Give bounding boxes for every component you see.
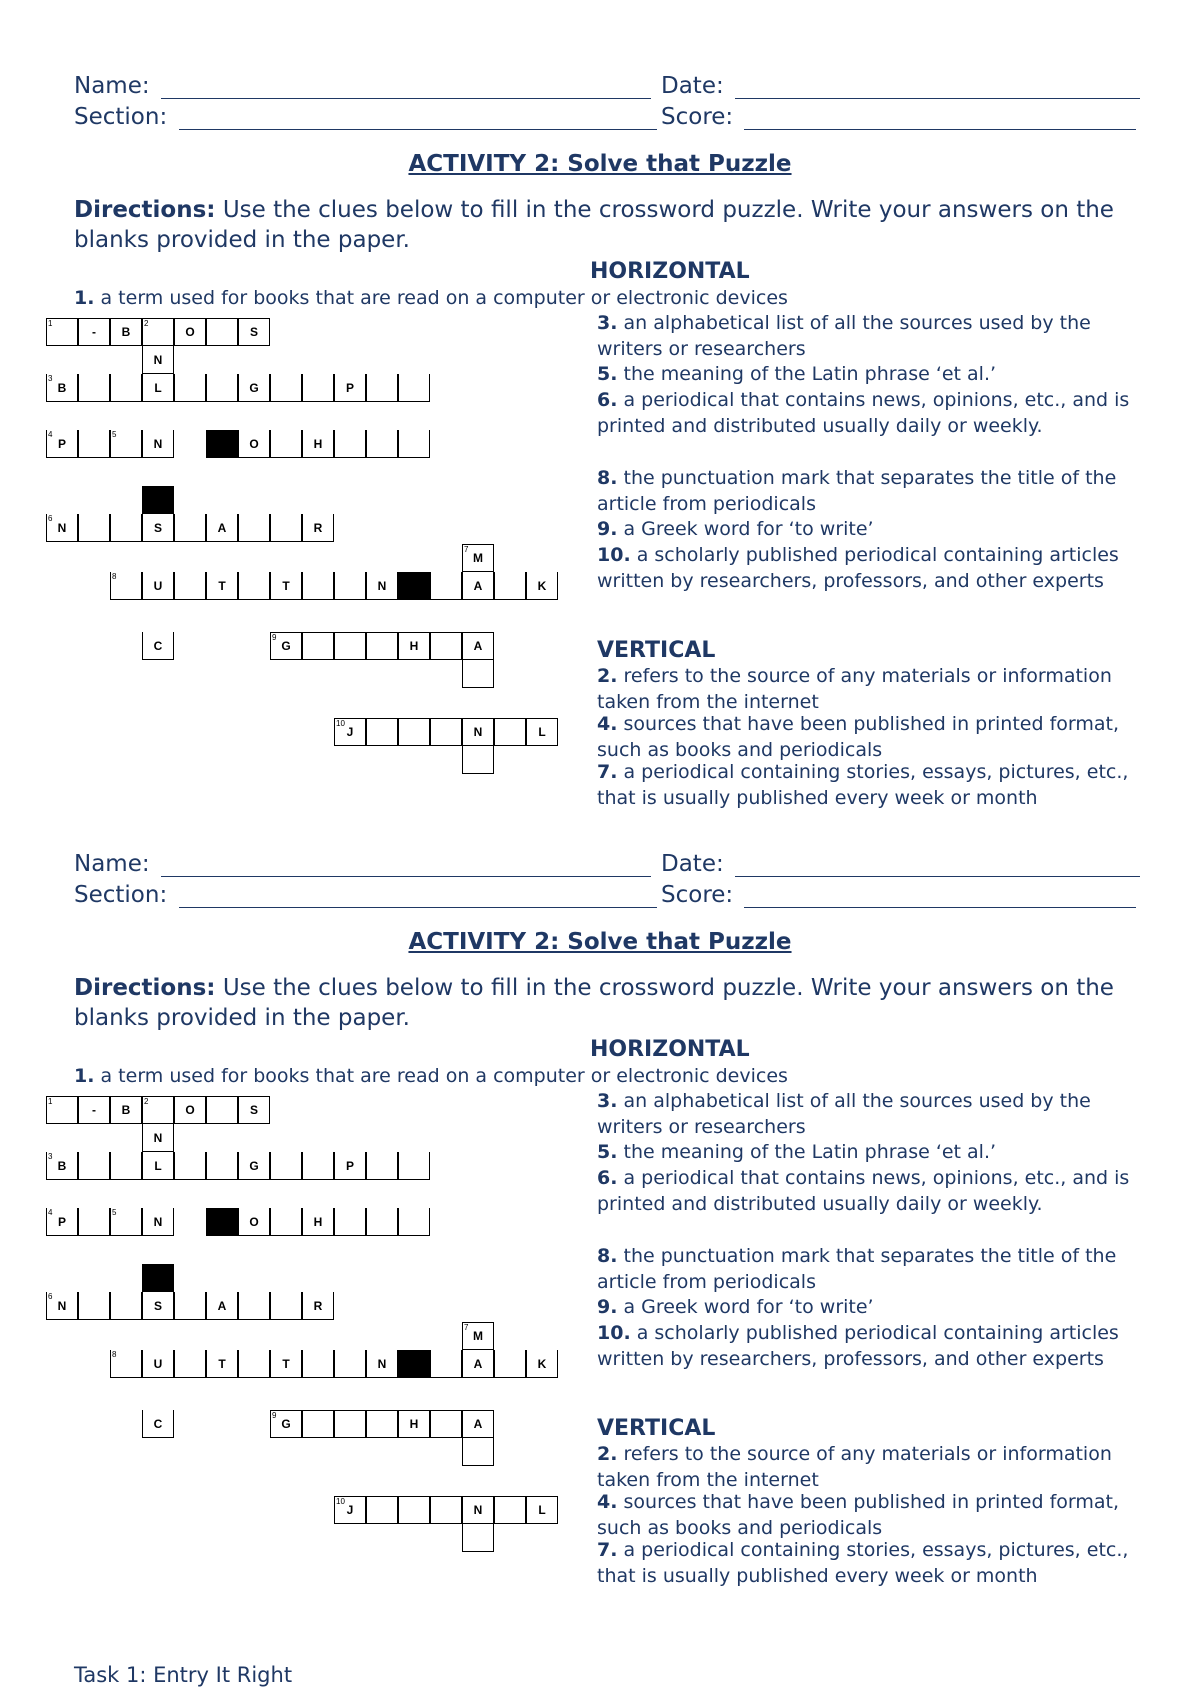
crossword-black-cell <box>206 430 238 458</box>
crossword-cell <box>46 1292 78 1320</box>
crossword-cell <box>110 514 142 542</box>
crossword-number: 2 <box>144 319 149 328</box>
crossword-letter: L <box>154 380 162 395</box>
crossword-letter: R <box>313 520 323 535</box>
crossword-cell <box>270 632 302 660</box>
activity-title: ACTIVITY 2: Solve that Puzzle <box>408 929 792 955</box>
crossword-number: 2 <box>144 1097 149 1106</box>
crossword-cell <box>142 430 174 458</box>
crossword-grid <box>0 778 580 1578</box>
crossword-letter: A <box>473 639 483 653</box>
score-blank <box>744 129 1136 130</box>
crossword-cell <box>302 1350 334 1378</box>
crossword-cell <box>462 1438 494 1466</box>
crossword-cell <box>366 1208 398 1236</box>
crossword-number: 6 <box>48 1292 53 1301</box>
crossword-cell <box>78 374 110 402</box>
directions: Directions: Use the clues below to fill in the crossword puzzle. Write your answers on the blanks provided in the paper. <box>74 197 1114 253</box>
crossword-letter: P <box>345 380 354 395</box>
crossword-grid <box>0 0 580 800</box>
crossword-letter: B <box>57 1158 67 1173</box>
crossword-cell <box>142 1410 174 1438</box>
crossword-cell <box>110 374 142 402</box>
crossword-cell <box>462 660 494 688</box>
crossword-cell <box>46 514 78 542</box>
crossword-letter: U <box>153 578 163 593</box>
crossword-letter: T <box>218 578 226 593</box>
crossword-cell <box>334 1152 366 1180</box>
score-blank <box>744 907 1136 908</box>
crossword-cell <box>110 1096 142 1124</box>
crossword-cell <box>142 1152 174 1180</box>
crossword-cell <box>174 1292 206 1320</box>
crossword-letter: G <box>249 1158 259 1173</box>
crossword-cell <box>430 718 462 746</box>
crossword-cell <box>238 1096 270 1124</box>
clue-h1: 1. a term used for books that are read on a computer or electronic devices <box>74 287 788 309</box>
crossword-cell <box>110 1152 142 1180</box>
crossword-cell <box>270 374 302 402</box>
crossword-black-cell <box>206 1208 238 1236</box>
crossword-letter: J <box>346 1503 354 1517</box>
crossword-cell <box>430 1410 462 1438</box>
crossword-cell <box>366 1410 398 1438</box>
crossword-letter: O <box>185 325 195 339</box>
crossword-letter: O <box>249 436 259 451</box>
crossword-cell <box>302 1152 334 1180</box>
crossword-cell <box>110 1292 142 1320</box>
crossword-letter: R <box>313 1298 323 1313</box>
crossword-cell <box>302 430 334 458</box>
crossword-cell <box>206 318 238 346</box>
clue-h5: 5. the meaning of the Latin phrase ‘et al.’ <box>597 363 997 385</box>
crossword-cell <box>526 1350 558 1378</box>
crossword-cell <box>110 1208 142 1236</box>
clue-h6: 6. a periodical that contains news, opinions, etc., and is printed and distributed usually daily or weekly. <box>597 1167 1130 1215</box>
horizontal-heading: HORIZONTAL <box>590 259 750 284</box>
crossword-cell <box>238 430 270 458</box>
crossword-letter: N <box>153 1130 163 1145</box>
crossword-letter: T <box>218 1356 226 1371</box>
worksheet-block-2 <box>0 778 1200 1587</box>
crossword-letter: A <box>473 1356 483 1371</box>
crossword-black-cell <box>142 1264 174 1292</box>
crossword-cell <box>366 718 398 746</box>
crossword-number: 10 <box>336 719 345 728</box>
crossword-number: 9 <box>272 1411 277 1420</box>
crossword-cell <box>238 1350 270 1378</box>
crossword-number: 6 <box>48 514 53 523</box>
crossword-cell <box>366 374 398 402</box>
crossword-cell <box>270 1152 302 1180</box>
crossword-number: 8 <box>112 1350 117 1359</box>
crossword-letter: L <box>538 725 546 739</box>
crossword-cell <box>398 374 430 402</box>
crossword-cell <box>78 514 110 542</box>
crossword-letter: H <box>409 639 419 653</box>
crossword-letter: P <box>57 436 66 451</box>
crossword-cell <box>174 374 206 402</box>
crossword-cell <box>206 1292 238 1320</box>
crossword-cell <box>238 572 270 600</box>
crossword-number: 3 <box>48 374 53 383</box>
activity-title: ACTIVITY 2: Solve that Puzzle <box>408 151 792 177</box>
crossword-letter: G <box>281 639 291 653</box>
clue-h9: 9. a Greek word for ‘to write’ <box>597 518 874 540</box>
worksheet-block-1 <box>0 0 1200 809</box>
crossword-cell <box>494 1496 526 1524</box>
crossword-letter: G <box>249 380 259 395</box>
crossword-cell <box>238 1208 270 1236</box>
crossword-cell <box>270 1208 302 1236</box>
crossword-cell <box>142 1350 174 1378</box>
crossword-cell <box>366 430 398 458</box>
crossword-cell <box>174 318 206 346</box>
crossword-cell <box>46 1208 78 1236</box>
crossword-letter: M <box>473 1329 483 1343</box>
crossword-cell <box>398 1496 430 1524</box>
crossword-letter: N <box>57 1298 67 1313</box>
crossword-letter: U <box>153 1356 163 1371</box>
crossword-letter: L <box>154 1158 162 1173</box>
crossword-number: 7 <box>464 545 469 554</box>
clue-h3: 3. an alphabetical list of all the sources used by the writers or researchers <box>597 1090 1091 1138</box>
crossword-number: 1 <box>48 1097 53 1106</box>
crossword-black-cell <box>398 1350 430 1378</box>
clue-h10: 10. a scholarly published periodical containing articles written by researchers, professors, and other experts <box>597 1322 1119 1370</box>
crossword-letter: B <box>57 380 67 395</box>
crossword-cell <box>334 1208 366 1236</box>
crossword-number: 5 <box>112 430 117 439</box>
crossword-letter: C <box>153 1416 163 1431</box>
section-label: Section: <box>74 882 168 908</box>
crossword-cell <box>366 572 398 600</box>
crossword-cell <box>270 514 302 542</box>
date-blank <box>735 98 1140 99</box>
crossword-cell <box>238 374 270 402</box>
crossword-letter: H <box>409 1417 419 1431</box>
crossword-letter: L <box>538 1503 546 1517</box>
crossword-cell <box>78 1208 110 1236</box>
crossword-cell <box>78 1096 110 1124</box>
directions: Directions: Use the clues below to fill in the crossword puzzle. Write your answers on the blanks provided in the paper. <box>74 975 1114 1031</box>
crossword-letter: A <box>473 578 483 593</box>
crossword-cell <box>142 346 174 374</box>
crossword-cell <box>142 514 174 542</box>
crossword-cell <box>494 572 526 600</box>
crossword-cell <box>366 1152 398 1180</box>
crossword-number: 9 <box>272 633 277 642</box>
crossword-number: 5 <box>112 1208 117 1217</box>
date-blank <box>735 876 1140 877</box>
crossword-cell <box>206 1350 238 1378</box>
crossword-cell <box>46 374 78 402</box>
crossword-letter: G <box>281 1417 291 1431</box>
crossword-cell <box>206 1152 238 1180</box>
crossword-letter: N <box>473 1503 483 1517</box>
name-label: Name: <box>74 73 150 99</box>
crossword-letter: B <box>121 1103 131 1117</box>
crossword-cell <box>78 318 110 346</box>
crossword-cell <box>334 632 366 660</box>
crossword-cell <box>110 430 142 458</box>
crossword-cell <box>78 1292 110 1320</box>
crossword-letter: J <box>346 725 354 739</box>
crossword-cell <box>238 1152 270 1180</box>
crossword-letter: N <box>57 520 67 535</box>
crossword-cell <box>206 514 238 542</box>
clue-v2: 2. refers to the source of any materials or information taken from the internet <box>597 1443 1112 1491</box>
crossword-cell <box>270 1292 302 1320</box>
crossword-letter: S <box>249 325 258 339</box>
crossword-letter: - <box>92 1103 96 1117</box>
crossword-letter: A <box>217 1298 227 1313</box>
crossword-cell <box>302 1292 334 1320</box>
crossword-letter: K <box>537 578 547 593</box>
crossword-cell <box>270 572 302 600</box>
crossword-cell <box>238 514 270 542</box>
crossword-letter: P <box>345 1158 354 1173</box>
crossword-cell <box>334 374 366 402</box>
crossword-letter: O <box>249 1214 259 1229</box>
crossword-letter: T <box>282 578 290 593</box>
crossword-cell <box>526 572 558 600</box>
crossword-cell <box>334 1410 366 1438</box>
crossword-cell <box>462 746 494 774</box>
crossword-cell <box>398 718 430 746</box>
crossword-cell <box>142 1292 174 1320</box>
vertical-heading: VERTICAL <box>597 1416 716 1441</box>
clue-v4: 4. sources that have been published in printed format, such as books and periodicals <box>597 1491 1120 1539</box>
crossword-cell <box>526 718 558 746</box>
crossword-number: 1 <box>48 319 53 328</box>
crossword-letter: H <box>313 436 323 451</box>
crossword-cell <box>398 1410 430 1438</box>
crossword-cell <box>398 632 430 660</box>
crossword-cell <box>430 572 462 600</box>
crossword-number: 10 <box>336 1497 345 1506</box>
crossword-cell <box>142 572 174 600</box>
crossword-cell <box>206 374 238 402</box>
score-label: Score: <box>661 104 734 130</box>
crossword-cell <box>462 1322 494 1350</box>
crossword-cell <box>366 1350 398 1378</box>
crossword-letter: B <box>121 325 131 339</box>
crossword-cell <box>78 430 110 458</box>
crossword-cell <box>110 572 142 600</box>
crossword-cell <box>270 430 302 458</box>
crossword-cell <box>174 514 206 542</box>
crossword-cell <box>526 1496 558 1524</box>
crossword-cell <box>334 1496 366 1524</box>
crossword-number: 8 <box>112 572 117 581</box>
crossword-letter: - <box>92 325 96 339</box>
clue-v7: 7. a periodical containing stories, essays, pictures, etc., that is usually published every week or month <box>597 1539 1129 1587</box>
crossword-letter: N <box>153 352 163 367</box>
crossword-letter: N <box>153 436 163 451</box>
clue-h6: 6. a periodical that contains news, opinions, etc., and is printed and distributed usually daily or weekly. <box>597 389 1130 437</box>
crossword-cell <box>46 430 78 458</box>
crossword-letter: S <box>249 1103 258 1117</box>
crossword-cell <box>270 1350 302 1378</box>
crossword-number: 7 <box>464 1323 469 1332</box>
section-label: Section: <box>74 104 168 130</box>
crossword-cell <box>110 1350 142 1378</box>
crossword-letter: M <box>473 551 483 565</box>
crossword-cell <box>238 1292 270 1320</box>
crossword-cell <box>430 1350 462 1378</box>
crossword-cell <box>462 1410 494 1438</box>
date-label: Date: <box>661 851 724 877</box>
crossword-cell <box>334 572 366 600</box>
crossword-cell <box>142 318 174 346</box>
crossword-cell <box>494 718 526 746</box>
clue-h8: 8. the punctuation mark that separates the title of the article from periodicals <box>597 1245 1117 1293</box>
crossword-cell <box>494 1350 526 1378</box>
crossword-letter: K <box>537 1356 547 1371</box>
date-label: Date: <box>661 73 724 99</box>
crossword-cell <box>46 1152 78 1180</box>
crossword-cell <box>430 632 462 660</box>
crossword-cell <box>334 1350 366 1378</box>
crossword-cell <box>462 544 494 572</box>
clue-h8: 8. the punctuation mark that separates the title of the article from periodicals <box>597 467 1117 515</box>
crossword-cell <box>398 1152 430 1180</box>
crossword-letter: P <box>57 1214 66 1229</box>
clue-h5: 5. the meaning of the Latin phrase ‘et al.’ <box>597 1141 997 1163</box>
crossword-letter: H <box>313 1214 323 1229</box>
crossword-cell <box>238 318 270 346</box>
crossword-letter: T <box>282 1356 290 1371</box>
crossword-cell <box>46 1096 78 1124</box>
crossword-black-cell <box>142 486 174 514</box>
crossword-cell <box>334 718 366 746</box>
vertical-heading: VERTICAL <box>597 638 716 663</box>
crossword-letter: N <box>377 1356 387 1371</box>
crossword-cell <box>462 1496 494 1524</box>
crossword-letter: N <box>377 578 387 593</box>
crossword-black-cell <box>398 572 430 600</box>
crossword-cell <box>302 1410 334 1438</box>
score-label: Score: <box>661 882 734 908</box>
crossword-cell <box>398 430 430 458</box>
crossword-cell <box>302 1208 334 1236</box>
crossword-cell <box>142 1208 174 1236</box>
crossword-cell <box>366 632 398 660</box>
crossword-cell <box>302 514 334 542</box>
crossword-cell <box>462 572 494 600</box>
clue-h9: 9. a Greek word for ‘to write’ <box>597 1296 874 1318</box>
clue-h10: 10. a scholarly published periodical containing articles written by researchers, professors, and other experts <box>597 544 1119 592</box>
crossword-cell <box>206 1096 238 1124</box>
clue-v2: 2. refers to the source of any materials or information taken from the internet <box>597 665 1112 713</box>
crossword-cell <box>174 572 206 600</box>
clue-v7: 7. a periodical containing stories, essays, pictures, etc., that is usually published every week or month <box>597 761 1129 809</box>
crossword-cell <box>462 1524 494 1552</box>
crossword-cell <box>430 1496 462 1524</box>
crossword-cell <box>142 374 174 402</box>
clue-h1: 1. a term used for books that are read on a computer or electronic devices <box>74 1065 788 1087</box>
horizontal-heading: HORIZONTAL <box>590 1037 750 1062</box>
crossword-cell <box>78 1152 110 1180</box>
crossword-letter: C <box>153 638 163 653</box>
crossword-cell <box>142 1124 174 1152</box>
crossword-cell <box>462 632 494 660</box>
crossword-cell <box>142 632 174 660</box>
crossword-cell <box>302 572 334 600</box>
crossword-cell <box>174 1350 206 1378</box>
crossword-cell <box>398 1208 430 1236</box>
crossword-letter: S <box>153 1298 162 1313</box>
crossword-cell <box>174 1096 206 1124</box>
crossword-letter: S <box>153 520 162 535</box>
crossword-cell <box>302 632 334 660</box>
crossword-letter: N <box>153 1214 163 1229</box>
crossword-cell <box>270 1410 302 1438</box>
crossword-number: 3 <box>48 1152 53 1161</box>
crossword-letter: N <box>473 725 483 739</box>
crossword-cell <box>206 572 238 600</box>
name-label: Name: <box>74 851 150 877</box>
crossword-letter: A <box>217 520 227 535</box>
crossword-cell <box>302 374 334 402</box>
crossword-cell <box>110 318 142 346</box>
crossword-cell <box>462 1350 494 1378</box>
crossword-letter: O <box>185 1103 195 1117</box>
crossword-cell <box>46 318 78 346</box>
crossword-cell <box>174 1152 206 1180</box>
clue-h3: 3. an alphabetical list of all the sources used by the writers or researchers <box>597 312 1091 360</box>
crossword-cell <box>462 718 494 746</box>
footer-task-label: Task 1: Entry It Right <box>74 1663 293 1687</box>
crossword-number: 4 <box>48 1208 53 1217</box>
crossword-cell <box>334 430 366 458</box>
clue-v4: 4. sources that have been published in printed format, such as books and periodicals <box>597 713 1120 761</box>
crossword-cell <box>366 1496 398 1524</box>
crossword-letter: A <box>473 1417 483 1431</box>
crossword-cell <box>142 1096 174 1124</box>
crossword-number: 4 <box>48 430 53 439</box>
